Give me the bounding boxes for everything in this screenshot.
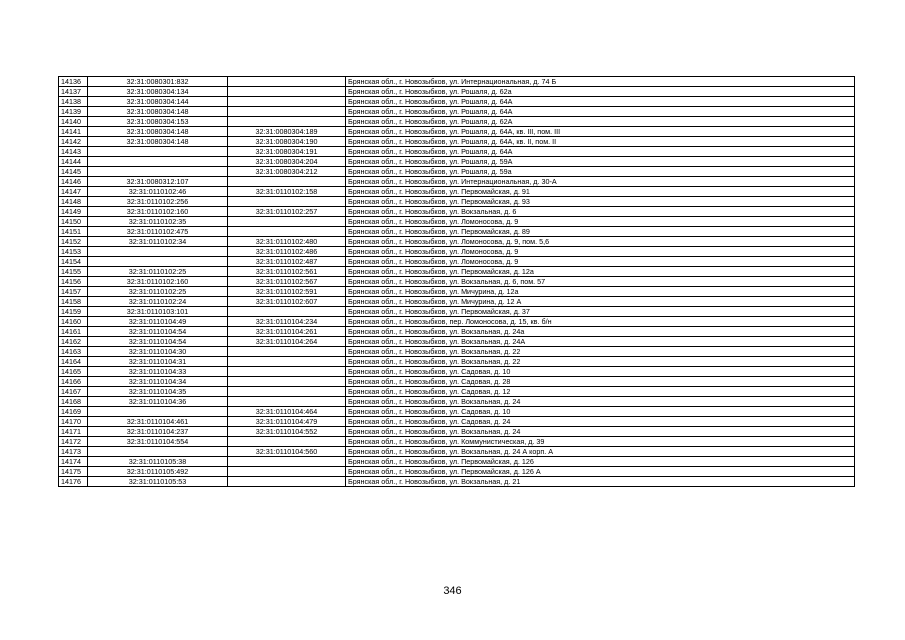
address-cell: Брянская обл., г. Новозыбков, ул. Вокзальная, д. 24 xyxy=(346,397,855,407)
object-number-cell xyxy=(228,227,346,237)
object-number-cell: 32:31:0080304:212 xyxy=(228,167,346,177)
address-cell: Брянская обл., г. Новозыбков, ул. Мичурина, д. 12 А xyxy=(346,297,855,307)
table-row xyxy=(59,187,855,197)
cadastral-number-cell xyxy=(88,167,228,177)
row-number-cell: 14147 xyxy=(59,187,88,197)
address-cell: Брянская обл., г. Новозыбков, ул. Вокзальная, д. 24 А корп. А xyxy=(346,447,855,457)
object-number-cell: 32:31:0110102:567 xyxy=(228,277,346,287)
cadastral-number-cell: 32:31:0110104:31 xyxy=(88,357,228,367)
object-number-cell: 32:31:0110104:479 xyxy=(228,417,346,427)
object-number-cell xyxy=(228,87,346,97)
table-row xyxy=(59,247,855,257)
cadastral-number-cell: 32:31:0110102:256 xyxy=(88,197,228,207)
table-row xyxy=(59,257,855,267)
table-row xyxy=(59,137,855,147)
address-cell: Брянская обл., г. Новозыбков, ул. Рошаля, д. 64А xyxy=(346,107,855,117)
cadastral-number-cell: 32:31:0110102:25 xyxy=(88,267,228,277)
object-number-cell xyxy=(228,457,346,467)
row-number-cell: 14166 xyxy=(59,377,88,387)
object-number-cell xyxy=(228,377,346,387)
address-cell: Брянская обл., г. Новозыбков, ул. Рошаля, д. 64А, кв. III, пом. III xyxy=(346,127,855,137)
address-cell: Брянская обл., г. Новозыбков, ул. Вокзальная, д. 22 xyxy=(346,347,855,357)
table-row xyxy=(59,437,855,447)
address-cell: Брянская обл., г. Новозыбков, ул. Садовая, д. 10 xyxy=(346,367,855,377)
row-number-cell: 14148 xyxy=(59,197,88,207)
table-row xyxy=(59,97,855,107)
cadastral-number-cell: 32:31:0110104:237 xyxy=(88,427,228,437)
cadastral-number-cell: 32:31:0110102:46 xyxy=(88,187,228,197)
object-number-cell xyxy=(228,217,346,227)
object-number-cell: 32:31:0110102:487 xyxy=(228,257,346,267)
cadastral-number-cell xyxy=(88,257,228,267)
object-number-cell: 32:31:0110102:591 xyxy=(228,287,346,297)
address-cell: Брянская обл., г. Новозыбков, ул. Вокзальная, д. 21 xyxy=(346,477,855,487)
row-number-cell: 14153 xyxy=(59,247,88,257)
object-number-cell xyxy=(228,467,346,477)
object-number-cell: 32:31:0110104:560 xyxy=(228,447,346,457)
cadastral-number-cell: 32:31:0080304:148 xyxy=(88,107,228,117)
table-row xyxy=(59,207,855,217)
cadastral-number-cell: 32:31:0110102:475 xyxy=(88,227,228,237)
address-cell: Брянская обл., г. Новозыбков, ул. Вокзальная, д. 24а xyxy=(346,327,855,337)
cadastral-number-cell: 32:31:0110104:36 xyxy=(88,397,228,407)
row-number-cell: 14161 xyxy=(59,327,88,337)
cadastral-number-cell: 32:31:0080304:153 xyxy=(88,117,228,127)
cadastral-number-cell: 32:31:0080312:107 xyxy=(88,177,228,187)
table-row xyxy=(59,197,855,207)
row-number-cell: 14150 xyxy=(59,217,88,227)
row-number-cell: 14151 xyxy=(59,227,88,237)
address-cell: Брянская обл., г. Новозыбков, ул. Первомайская, д. 37 xyxy=(346,307,855,317)
row-number-cell: 14156 xyxy=(59,277,88,287)
object-number-cell: 32:31:0110102:158 xyxy=(228,187,346,197)
object-number-cell xyxy=(228,367,346,377)
address-cell: Брянская обл., г. Новозыбков, ул. Первомайская, д. 126 xyxy=(346,457,855,467)
cadastral-number-cell: 32:31:0110104:30 xyxy=(88,347,228,357)
cadastral-number-cell: 32:31:0110105:38 xyxy=(88,457,228,467)
object-number-cell xyxy=(228,357,346,367)
address-cell: Брянская обл., г. Новозыбков, ул. Первомайская, д. 89 xyxy=(346,227,855,237)
table-row xyxy=(59,367,855,377)
row-number-cell: 14159 xyxy=(59,307,88,317)
object-number-cell: 32:31:0110102:561 xyxy=(228,267,346,277)
address-cell: Брянская обл., г. Новозыбков, ул. Рошаля, д. 62А xyxy=(346,117,855,127)
table-row xyxy=(59,337,855,347)
object-number-cell xyxy=(228,477,346,487)
address-cell: Брянская обл., г. Новозыбков, ул. Рошаля, д. 64А xyxy=(346,147,855,157)
address-cell: Брянская обл., г. Новозыбков, ул. Первомайская, д. 12а xyxy=(346,267,855,277)
object-number-cell: 32:31:0080304:204 xyxy=(228,157,346,167)
cadastral-number-cell: 32:31:0080304:148 xyxy=(88,137,228,147)
cadastral-number-cell: 32:31:0080304:144 xyxy=(88,97,228,107)
table-row xyxy=(59,177,855,187)
address-cell: Брянская обл., г. Новозыбков, ул. Первомайская, д. 93 xyxy=(346,197,855,207)
object-number-cell: 32:31:0110102:480 xyxy=(228,237,346,247)
table-row xyxy=(59,107,855,117)
table-row xyxy=(59,387,855,397)
cadastral-number-cell: 32:31:0080301:832 xyxy=(88,77,228,87)
object-number-cell: 32:31:0110104:552 xyxy=(228,427,346,437)
cadastral-number-cell: 32:31:0080304:148 xyxy=(88,127,228,137)
object-number-cell xyxy=(228,347,346,357)
cadastral-number-cell: 32:31:0110103:101 xyxy=(88,307,228,317)
address-cell: Брянская обл., г. Новозыбков, ул. Интернациональная, д. 30-А xyxy=(346,177,855,187)
object-number-cell xyxy=(228,307,346,317)
row-number-cell: 14141 xyxy=(59,127,88,137)
table-row xyxy=(59,477,855,487)
table-row xyxy=(59,157,855,167)
cadastral-number-cell: 32:31:0110104:34 xyxy=(88,377,228,387)
object-number-cell: 32:31:0110104:261 xyxy=(228,327,346,337)
row-number-cell: 14162 xyxy=(59,337,88,347)
table-row xyxy=(59,317,855,327)
row-number-cell: 14138 xyxy=(59,97,88,107)
row-number-cell: 14174 xyxy=(59,457,88,467)
table-row xyxy=(59,307,855,317)
table-row xyxy=(59,327,855,337)
row-number-cell: 14169 xyxy=(59,407,88,417)
row-number-cell: 14155 xyxy=(59,267,88,277)
object-number-cell: 32:31:0110104:464 xyxy=(228,407,346,417)
cadastral-number-cell: 32:31:0110105:53 xyxy=(88,477,228,487)
row-number-cell: 14175 xyxy=(59,467,88,477)
object-number-cell: 32:31:0080304:190 xyxy=(228,137,346,147)
address-cell: Брянская обл., г. Новозыбков, ул. Ломоносова, д. 9 xyxy=(346,217,855,227)
row-number-cell: 14168 xyxy=(59,397,88,407)
address-cell: Брянская обл., г. Новозыбков, ул. Ломоносова, д. 9 xyxy=(346,247,855,257)
row-number-cell: 14142 xyxy=(59,137,88,147)
table-row xyxy=(59,147,855,157)
table-row xyxy=(59,277,855,287)
cadastral-number-cell: 32:31:0110102:34 xyxy=(88,237,228,247)
cadastral-number-cell: 32:31:0110104:33 xyxy=(88,367,228,377)
object-number-cell: 32:31:0080304:189 xyxy=(228,127,346,137)
registry-table-body xyxy=(59,77,855,487)
row-number-cell: 14152 xyxy=(59,237,88,247)
row-number-cell: 14137 xyxy=(59,87,88,97)
object-number-cell: 32:31:0110102:257 xyxy=(228,207,346,217)
address-cell: Брянская обл., г. Новозыбков, ул. Садовая, д. 28 xyxy=(346,377,855,387)
object-number-cell: 32:31:0080304:191 xyxy=(228,147,346,157)
table-row xyxy=(59,287,855,297)
table-row xyxy=(59,227,855,237)
cadastral-number-cell: 32:31:0110102:35 xyxy=(88,217,228,227)
address-cell: Брянская обл., г. Новозыбков, ул. Садовая, д. 12 xyxy=(346,387,855,397)
address-cell: Брянская обл., г. Новозыбков, ул. Вокзальная, д. 24 xyxy=(346,427,855,437)
cadastral-number-cell: 32:31:0110104:54 xyxy=(88,327,228,337)
cadastral-number-cell: 32:31:0110104:54 xyxy=(88,337,228,347)
address-cell: Брянская обл., г. Новозыбков, ул. Мичурина, д. 12а xyxy=(346,287,855,297)
object-number-cell xyxy=(228,397,346,407)
table-row xyxy=(59,297,855,307)
address-cell: Брянская обл., г. Новозыбков, ул. Вокзальная, д. 22 xyxy=(346,357,855,367)
address-cell: Брянская обл., г. Новозыбков, ул. Интернациональная, д. 74 Б xyxy=(346,77,855,87)
table-row xyxy=(59,377,855,387)
row-number-cell: 14173 xyxy=(59,447,88,457)
row-number-cell: 14170 xyxy=(59,417,88,427)
cadastral-number-cell: 32:31:0110102:160 xyxy=(88,207,228,217)
cadastral-number-cell: 32:31:0110104:49 xyxy=(88,317,228,327)
address-cell: Брянская обл., г. Новозыбков, ул. Первомайская, д. 91 xyxy=(346,187,855,197)
row-number-cell: 14145 xyxy=(59,167,88,177)
row-number-cell: 14143 xyxy=(59,147,88,157)
table-row xyxy=(59,87,855,97)
table-row xyxy=(59,357,855,367)
address-cell: Брянская обл., г. Новозыбков, ул. Рошаля, д. 64А, кв. II, пом. II xyxy=(346,137,855,147)
address-cell: Брянская обл., г. Новозыбков, ул. Рошаля, д. 59а xyxy=(346,167,855,177)
address-cell: Брянская обл., г. Новозыбков, ул. Садовая, д. 10 xyxy=(346,407,855,417)
table-row xyxy=(59,347,855,357)
table-row xyxy=(59,77,855,87)
row-number-cell: 14140 xyxy=(59,117,88,127)
table-row xyxy=(59,267,855,277)
table-row xyxy=(59,407,855,417)
cadastral-number-cell: 32:31:0080304:134 xyxy=(88,87,228,97)
table-row xyxy=(59,397,855,407)
address-cell: Брянская обл., г. Новозыбков, ул. Садовая, д. 24 xyxy=(346,417,855,427)
object-number-cell xyxy=(228,107,346,117)
object-number-cell: 32:31:0110104:264 xyxy=(228,337,346,347)
object-number-cell xyxy=(228,387,346,397)
address-cell: Брянская обл., г. Новозыбков, ул. Вокзальная, д. 6 xyxy=(346,207,855,217)
cadastral-number-cell: 32:31:0110104:461 xyxy=(88,417,228,427)
object-number-cell xyxy=(228,177,346,187)
table-row xyxy=(59,117,855,127)
registry-table xyxy=(58,76,855,487)
object-number-cell xyxy=(228,77,346,87)
object-number-cell xyxy=(228,437,346,447)
cadastral-number-cell xyxy=(88,247,228,257)
table-row xyxy=(59,447,855,457)
object-number-cell: 32:31:0110102:486 xyxy=(228,247,346,257)
row-number-cell: 14167 xyxy=(59,387,88,397)
row-number-cell: 14139 xyxy=(59,107,88,117)
object-number-cell xyxy=(228,117,346,127)
address-cell: Брянская обл., г. Новозыбков, ул. Вокзальная, д. 24А xyxy=(346,337,855,347)
row-number-cell: 14146 xyxy=(59,177,88,187)
cadastral-number-cell: 32:31:0110102:24 xyxy=(88,297,228,307)
object-number-cell xyxy=(228,197,346,207)
address-cell: Брянская обл., г. Новозыбков, ул. Ломоносова, д. 9 xyxy=(346,257,855,267)
row-number-cell: 14171 xyxy=(59,427,88,437)
table-row xyxy=(59,167,855,177)
cadastral-number-cell xyxy=(88,147,228,157)
row-number-cell: 14172 xyxy=(59,437,88,447)
row-number-cell: 14136 xyxy=(59,77,88,87)
row-number-cell: 14157 xyxy=(59,287,88,297)
table-row xyxy=(59,217,855,227)
cadastral-number-cell xyxy=(88,157,228,167)
table-row xyxy=(59,417,855,427)
row-number-cell: 14176 xyxy=(59,477,88,487)
address-cell: Брянская обл., г. Новозыбков, ул. Рошаля, д. 59А xyxy=(346,157,855,167)
table-row xyxy=(59,457,855,467)
row-number-cell: 14154 xyxy=(59,257,88,267)
cadastral-number-cell: 32:31:0110102:25 xyxy=(88,287,228,297)
table-row xyxy=(59,127,855,137)
page-number: 346 xyxy=(443,585,462,597)
object-number-cell: 32:31:0110104:234 xyxy=(228,317,346,327)
row-number-cell: 14149 xyxy=(59,207,88,217)
cadastral-number-cell xyxy=(88,407,228,417)
table-row xyxy=(59,237,855,247)
row-number-cell: 14144 xyxy=(59,157,88,167)
table-row xyxy=(59,467,855,477)
cadastral-number-cell: 32:31:0110104:35 xyxy=(88,387,228,397)
cadastral-number-cell: 32:31:0110104:554 xyxy=(88,437,228,447)
address-cell: Брянская обл., г. Новозыбков, ул. Первомайская, д. 126 А xyxy=(346,467,855,477)
cadastral-number-cell xyxy=(88,447,228,457)
cadastral-number-cell: 32:31:0110105:492 xyxy=(88,467,228,477)
object-number-cell: 32:31:0110102:607 xyxy=(228,297,346,307)
address-cell: Брянская обл., г. Новозыбков, пер. Ломоносова, д. 15, кв. б/н xyxy=(346,317,855,327)
address-cell: Брянская обл., г. Новозыбков, ул. Вокзальная, д. 6, пом. 57 xyxy=(346,277,855,287)
object-number-cell xyxy=(228,97,346,107)
address-cell: Брянская обл., г. Новозыбков, ул. Рошаля, д. 62а xyxy=(346,87,855,97)
cadastral-number-cell: 32:31:0110102:160 xyxy=(88,277,228,287)
address-cell: Брянская обл., г. Новозыбков, ул. Ломоносова, д. 9, пом. 5,6 xyxy=(346,237,855,247)
table-row xyxy=(59,427,855,437)
address-cell: Брянская обл., г. Новозыбков, ул. Рошаля, д. 64А xyxy=(346,97,855,107)
row-number-cell: 14165 xyxy=(59,367,88,377)
row-number-cell: 14158 xyxy=(59,297,88,307)
row-number-cell: 14160 xyxy=(59,317,88,327)
row-number-cell: 14163 xyxy=(59,347,88,357)
address-cell: Брянская обл., г. Новозыбков, ул. Коммунистическая, д. 39 xyxy=(346,437,855,447)
row-number-cell: 14164 xyxy=(59,357,88,367)
